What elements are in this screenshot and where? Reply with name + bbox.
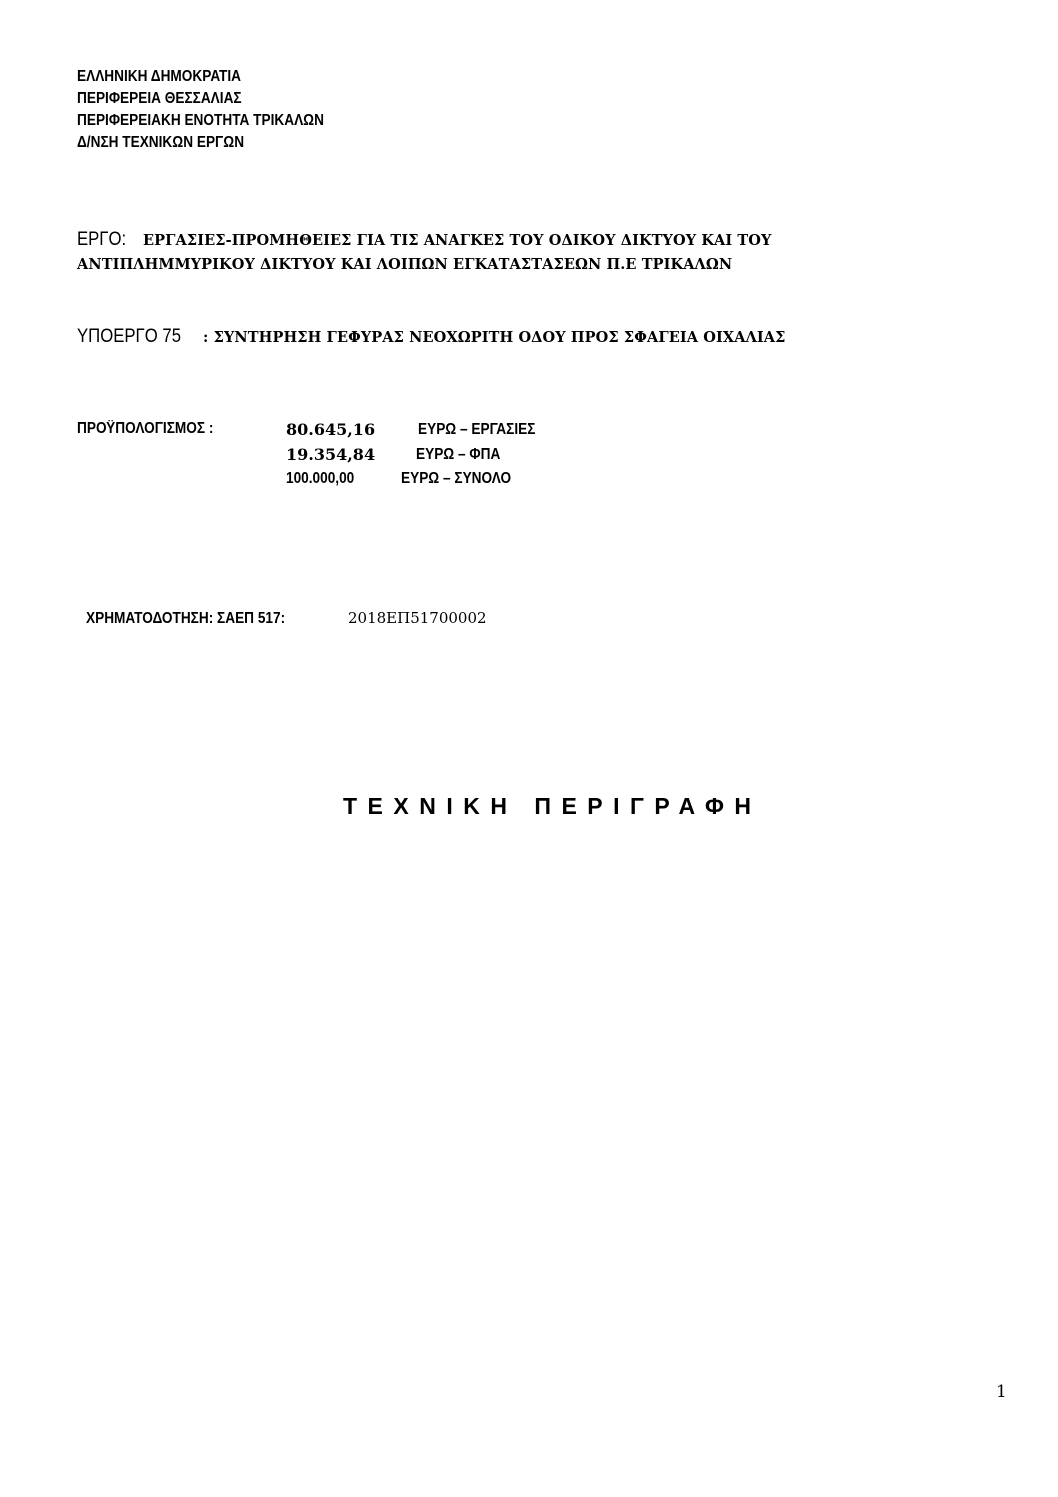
budget-amount-works: 80.645,16 — [286, 420, 376, 439]
subproject-label: ΥΠΟΕΡΓΟ 75 — [77, 326, 182, 347]
budget-amount-total: 100.000,00 — [286, 470, 355, 487]
funding-code: 2018ΕΠ51700002 — [348, 609, 487, 627]
header-line-country: ΕΛΛΗΝΙΚΗ ΔΗΜΟΚΡΑΤΙΑ — [77, 68, 242, 85]
project-label: ΕΡΓΟ: — [77, 229, 127, 250]
header-line-regional-unit: ΠΕΡΙΦΕΡΕΙΑΚΗ ΕΝΟΤΗΤΑ ΤΡΙΚΑΛΩΝ — [77, 112, 324, 129]
header-line-region: ΠΕΡΙΦΕΡΕΙΑ ΘΕΣΣΑΛΙΑΣ — [77, 90, 242, 107]
page-number: 1 — [996, 1382, 1007, 1402]
budget-desc-works: ΕΥΡΩ – ΕΡΓΑΣΙΕΣ — [418, 421, 536, 438]
budget-label: ΠΡΟΫΠΟΛΟΓΙΣΜΟΣ : — [77, 420, 214, 437]
subproject-line — [77, 326, 786, 348]
header-line-directorate: Δ/ΝΣΗ ΤΕΧΝΙΚΩΝ ΕΡΓΩΝ — [77, 134, 245, 151]
budget-desc-total: ΕΥΡΩ – ΣΥΝΟΛΟ — [401, 470, 512, 487]
funding-line — [86, 609, 487, 628]
document-title: ΤΕΧΝΙΚΗ ΠΕΡΙΓΡΑΦΗ — [343, 793, 762, 819]
funding-label: ΧΡΗΜΑΤΟΔΟΤΗΣΗ: ΣΑΕΠ 517: — [86, 610, 286, 627]
project-title-line-2: ΑΝΤΙΠΛΗΜΜΥΡΙΚΟΥ ΔΙΚΤΥΟΥ ΚΑΙ ΛΟΙΠΩΝ ΕΓΚΑΤΑΣΤΑΣΕΩΝ Π.Ε ΤΡΙΚΑΛΩΝ — [77, 256, 733, 273]
project-title-line-1: ΕΡΓΑΣΙΕΣ-ΠΡΟΜΗΘΕΙΕΣ ΓΙΑ ΤΙΣ ΑΝΑΓΚΕΣ ΤΟΥ ΟΔΙΚΟΥ ΔΙΚΤΥΟΥ ΚΑΙ ΤΟΥ — [143, 232, 772, 249]
subproject-title: : ΣΥΝΤΗΡΗΣΗ ΓΕΦΥΡΑΣ ΝΕΟΧΩΡΙΤΗ ΟΔΟΥ ΠΡΟΣ ΣΦΑΓΕΙΑ ΟΙΧΑΛΙΑΣ — [203, 329, 786, 346]
budget-amount-vat: 19.354,84 — [286, 445, 376, 464]
budget-desc-vat: ΕΥΡΩ – ΦΠΑ — [416, 446, 501, 463]
project-line-1 — [77, 229, 771, 251]
